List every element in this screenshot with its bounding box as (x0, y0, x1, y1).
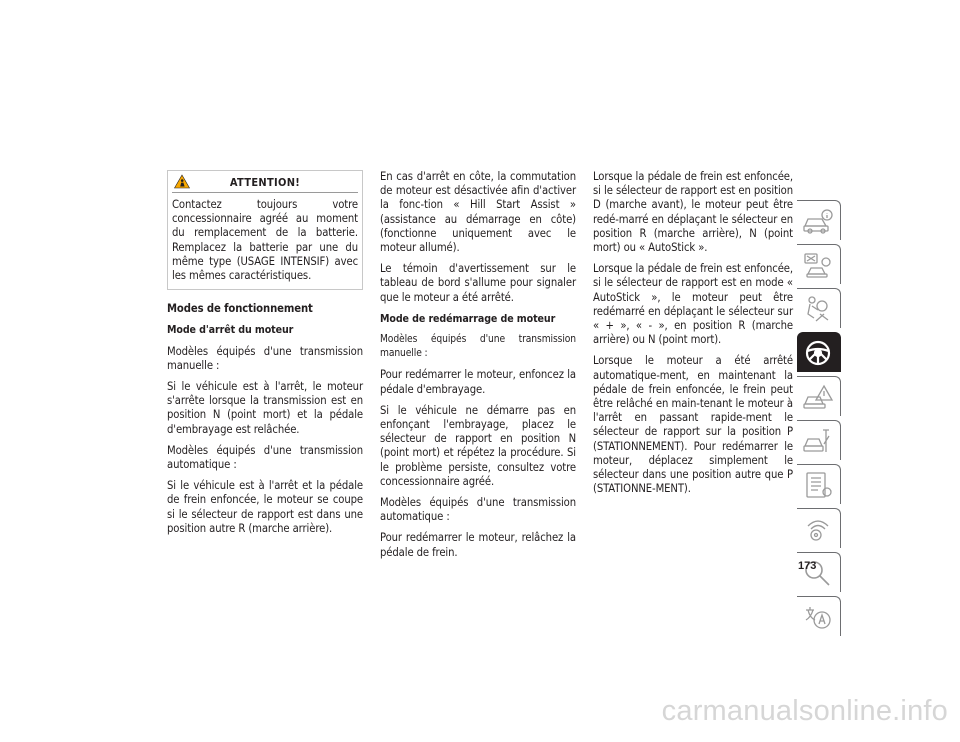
paragraph: Lorsque le moteur a été arrêté automatique-ment, en maintenant la pédale de frein enfoncée, le frein peut être relâché en main-tenant le moteur à l'arrêt en passant rapide-ment le sélecteur de rapport sur la position P (STATIONNEMENT). Pour redémarrer le moteur, déplacez simplement le sélecteur dans une position autre que P (STATIONNE-MENT). (593, 354, 793, 496)
tab-starting-operating[interactable] (797, 332, 841, 372)
paragraph: Pour redémarrer le moteur, relâchez la pédale de frein. (380, 531, 576, 559)
column-1 (167, 170, 363, 543)
steering-wheel-icon (802, 338, 834, 368)
column-2 (380, 170, 576, 567)
chapter-tabs (797, 200, 841, 640)
tab-multimedia[interactable] (797, 508, 841, 548)
dashboard-lights-icon (802, 250, 834, 280)
tab-safety[interactable] (797, 288, 841, 328)
subsubheading: Modèles équipés d'une transmission manuelle : (380, 334, 576, 360)
car-service-icon (802, 426, 834, 456)
warning-title: ATTENTION! (229, 176, 301, 189)
tab-servicing[interactable] (797, 420, 841, 460)
tab-car-info[interactable] (797, 200, 841, 240)
tab-language[interactable] (797, 596, 841, 636)
paragraph: Modèles équipés d'une transmission manuelle : (167, 344, 363, 372)
tab-specifications[interactable] (797, 464, 841, 504)
multimedia-icon (802, 514, 834, 544)
section-heading: Modes de fonctionnement (167, 302, 313, 316)
language-icon (802, 602, 834, 632)
paragraph: Lorsque la pédale de frein est enfoncée, si le sélecteur de rapport est en position D (marche avant), le moteur peut être redé-marré en déplaçant le sélecteur en position R (marche arrière), N (point mort) ou « AutoStick ». (593, 170, 793, 255)
page-number: 173 (798, 560, 817, 572)
watermark: carmanualsonline.info (661, 695, 948, 727)
paragraph: Modèles équipés d'une transmission automatique : (380, 496, 576, 524)
paragraph: Le témoin d'avertissement sur le tableau de bord s'allume pour signaler que le moteur a été arrêté. (380, 262, 576, 304)
tab-dashboard[interactable] (797, 244, 841, 284)
tab-emergency[interactable] (797, 376, 841, 416)
warning-box (167, 170, 363, 290)
specifications-list-icon (802, 470, 834, 500)
column-3 (593, 170, 793, 503)
subheading-engine-restart: Mode de redémarrage de moteur (380, 312, 556, 325)
subheading-engine-stop: Mode d'arrêt du moteur (167, 324, 294, 337)
paragraph: Lorsque la pédale de frein est enfoncée, si le sélecteur de rapport est en mode « AutoStick », le moteur peut être redémarré en déplaçant le sélecteur sur « + », « - », en position R (marche arrière) ou N (point mort). (593, 262, 793, 347)
airbag-safety-icon (802, 294, 834, 324)
paragraph: Modèles équipés d'une transmission automatique : (167, 443, 363, 472)
paragraph: Si le véhicule est à l'arrêt, le moteur s'arrête lorsque la transmission est en position N (point mort) et la pédale d'embrayage est relâchée. (167, 380, 363, 436)
tab-index[interactable] (797, 552, 841, 592)
paragraph: Si le véhicule est à l'arrêt et la pédale de frein enfoncée, le moteur se coupe si le sélecteur de rapport est dans une position autre R (marche arrière). (167, 479, 363, 535)
hazard-warning-icon (802, 382, 834, 412)
paragraph: Pour redémarrer le moteur, enfoncez la pédale d'embrayage. (380, 368, 576, 396)
warning-header (172, 171, 358, 193)
car-info-icon (802, 206, 834, 236)
paragraph: Si le véhicule ne démarre pas en enfonçant l'embrayage, placez le sélecteur de rapport en position N (point mort) et répétez la procédure. Si le problème persiste, consultez votre concessionnaire agréé. (380, 403, 576, 488)
warning-text: Contactez toujours votre concessionnaire agréé au moment du remplacement de la batterie. Remplacez la batterie par une du même type (USAGE INTENSIF) avec les mêmes caractéristiques. (172, 198, 358, 283)
paragraph: En cas d'arrêt en côte, la commutation de moteur est désactivée afin d'activer la fonc-tion « Hill Start Assist » (assistance au démarrage en côte) (fonctionne uniquement avec le moteur allumé). (380, 170, 576, 255)
